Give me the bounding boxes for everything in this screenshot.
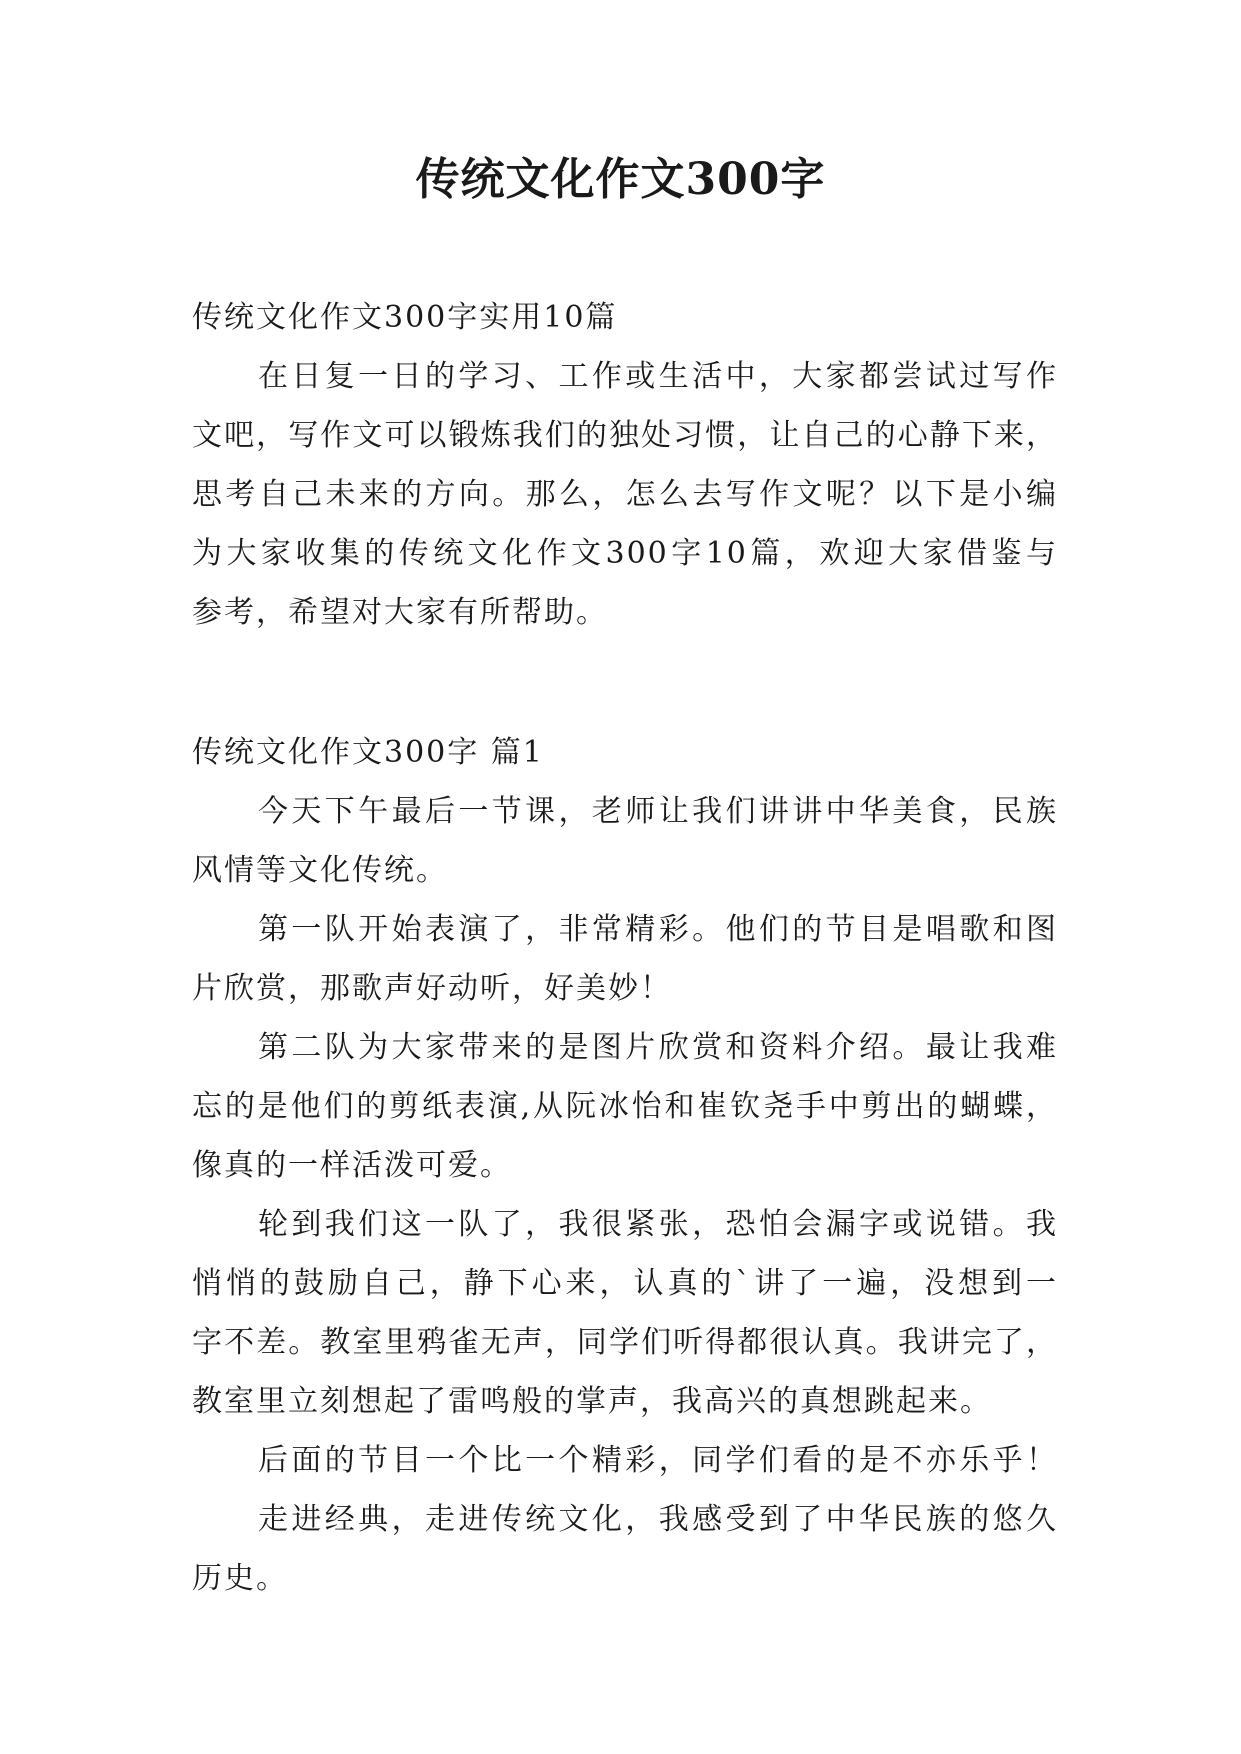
intro-line: 文吧，写作文可以锻炼我们的独处习惯，让自己的心静下来， (192, 418, 1058, 453)
document-body (192, 288, 1058, 1608)
document-title: 传统文化作文300字 (415, 154, 826, 205)
document-subtitle: 传统文化作文300字实用10篇 (192, 300, 618, 335)
intro-line: 在日复一日的学习、工作或生活中，大家都尝试过写作 (258, 359, 1058, 394)
essay-paragraph (192, 900, 1058, 1018)
section-gap (192, 642, 1058, 723)
essay-paragraph (192, 1490, 1058, 1608)
paragraph-line: 后面的节目一个比一个精彩，同学们看的是不亦乐乎！ (258, 1443, 1058, 1478)
paragraph-line: 第二队为大家带来的是图片欣赏和资料介绍。最让我难 (258, 1030, 1058, 1065)
essay-paragraph (192, 1018, 1058, 1195)
intro-paragraph (192, 347, 1058, 642)
paragraph-line: 第一队开始表演了，非常精彩。他们的节目是唱歌和图 (258, 912, 1058, 947)
intro-line: 为大家收集的传统文化作文300字10篇，欢迎大家借鉴与 (192, 536, 1058, 571)
paragraph-line: 今天下午最后一节课，老师让我们讲讲中华美食，民族 (258, 794, 1058, 829)
section-heading: 传统文化作文300字 篇1 (192, 735, 544, 770)
intro-line: 参考，希望对大家有所帮助。 (192, 595, 608, 630)
essay-paragraph (192, 1431, 1058, 1490)
paragraph-line: 历史。 (192, 1561, 288, 1596)
intro-line: 思考自己未来的方向。那么，怎么去写作文呢？以下是小编 (192, 477, 1058, 512)
paragraph-line: 像真的一样活泼可爱。 (192, 1148, 512, 1183)
paragraph-line: 字不差。教室里鸦雀无声，同学们听得都很认真。我讲完了， (192, 1325, 1058, 1360)
paragraph-line: 走进经典，走进传统文化，我感受到了中华民族的悠久 (258, 1502, 1058, 1537)
essay-paragraph (192, 1195, 1058, 1431)
paragraph-line: 悄悄的鼓励自己，静下心来，认真的`讲了一遍，没想到一 (192, 1266, 1058, 1301)
paragraph-line: 片欣赏，那歌声好动听，好美妙！ (192, 971, 672, 1006)
paragraph-line: 风情等文化传统。 (192, 853, 448, 888)
paragraph-line: 轮到我们这一队了，我很紧张，恐怕会漏字或说错。我 (258, 1207, 1058, 1242)
essay-paragraph (192, 782, 1058, 900)
paragraph-line: 忘的是他们的剪纸表演,从阮冰怡和崔钦尧手中剪出的蝴蝶， (192, 1089, 1058, 1124)
paragraph-line: 教室里立刻想起了雷鸣般的掌声，我高兴的真想跳起来。 (192, 1384, 992, 1419)
